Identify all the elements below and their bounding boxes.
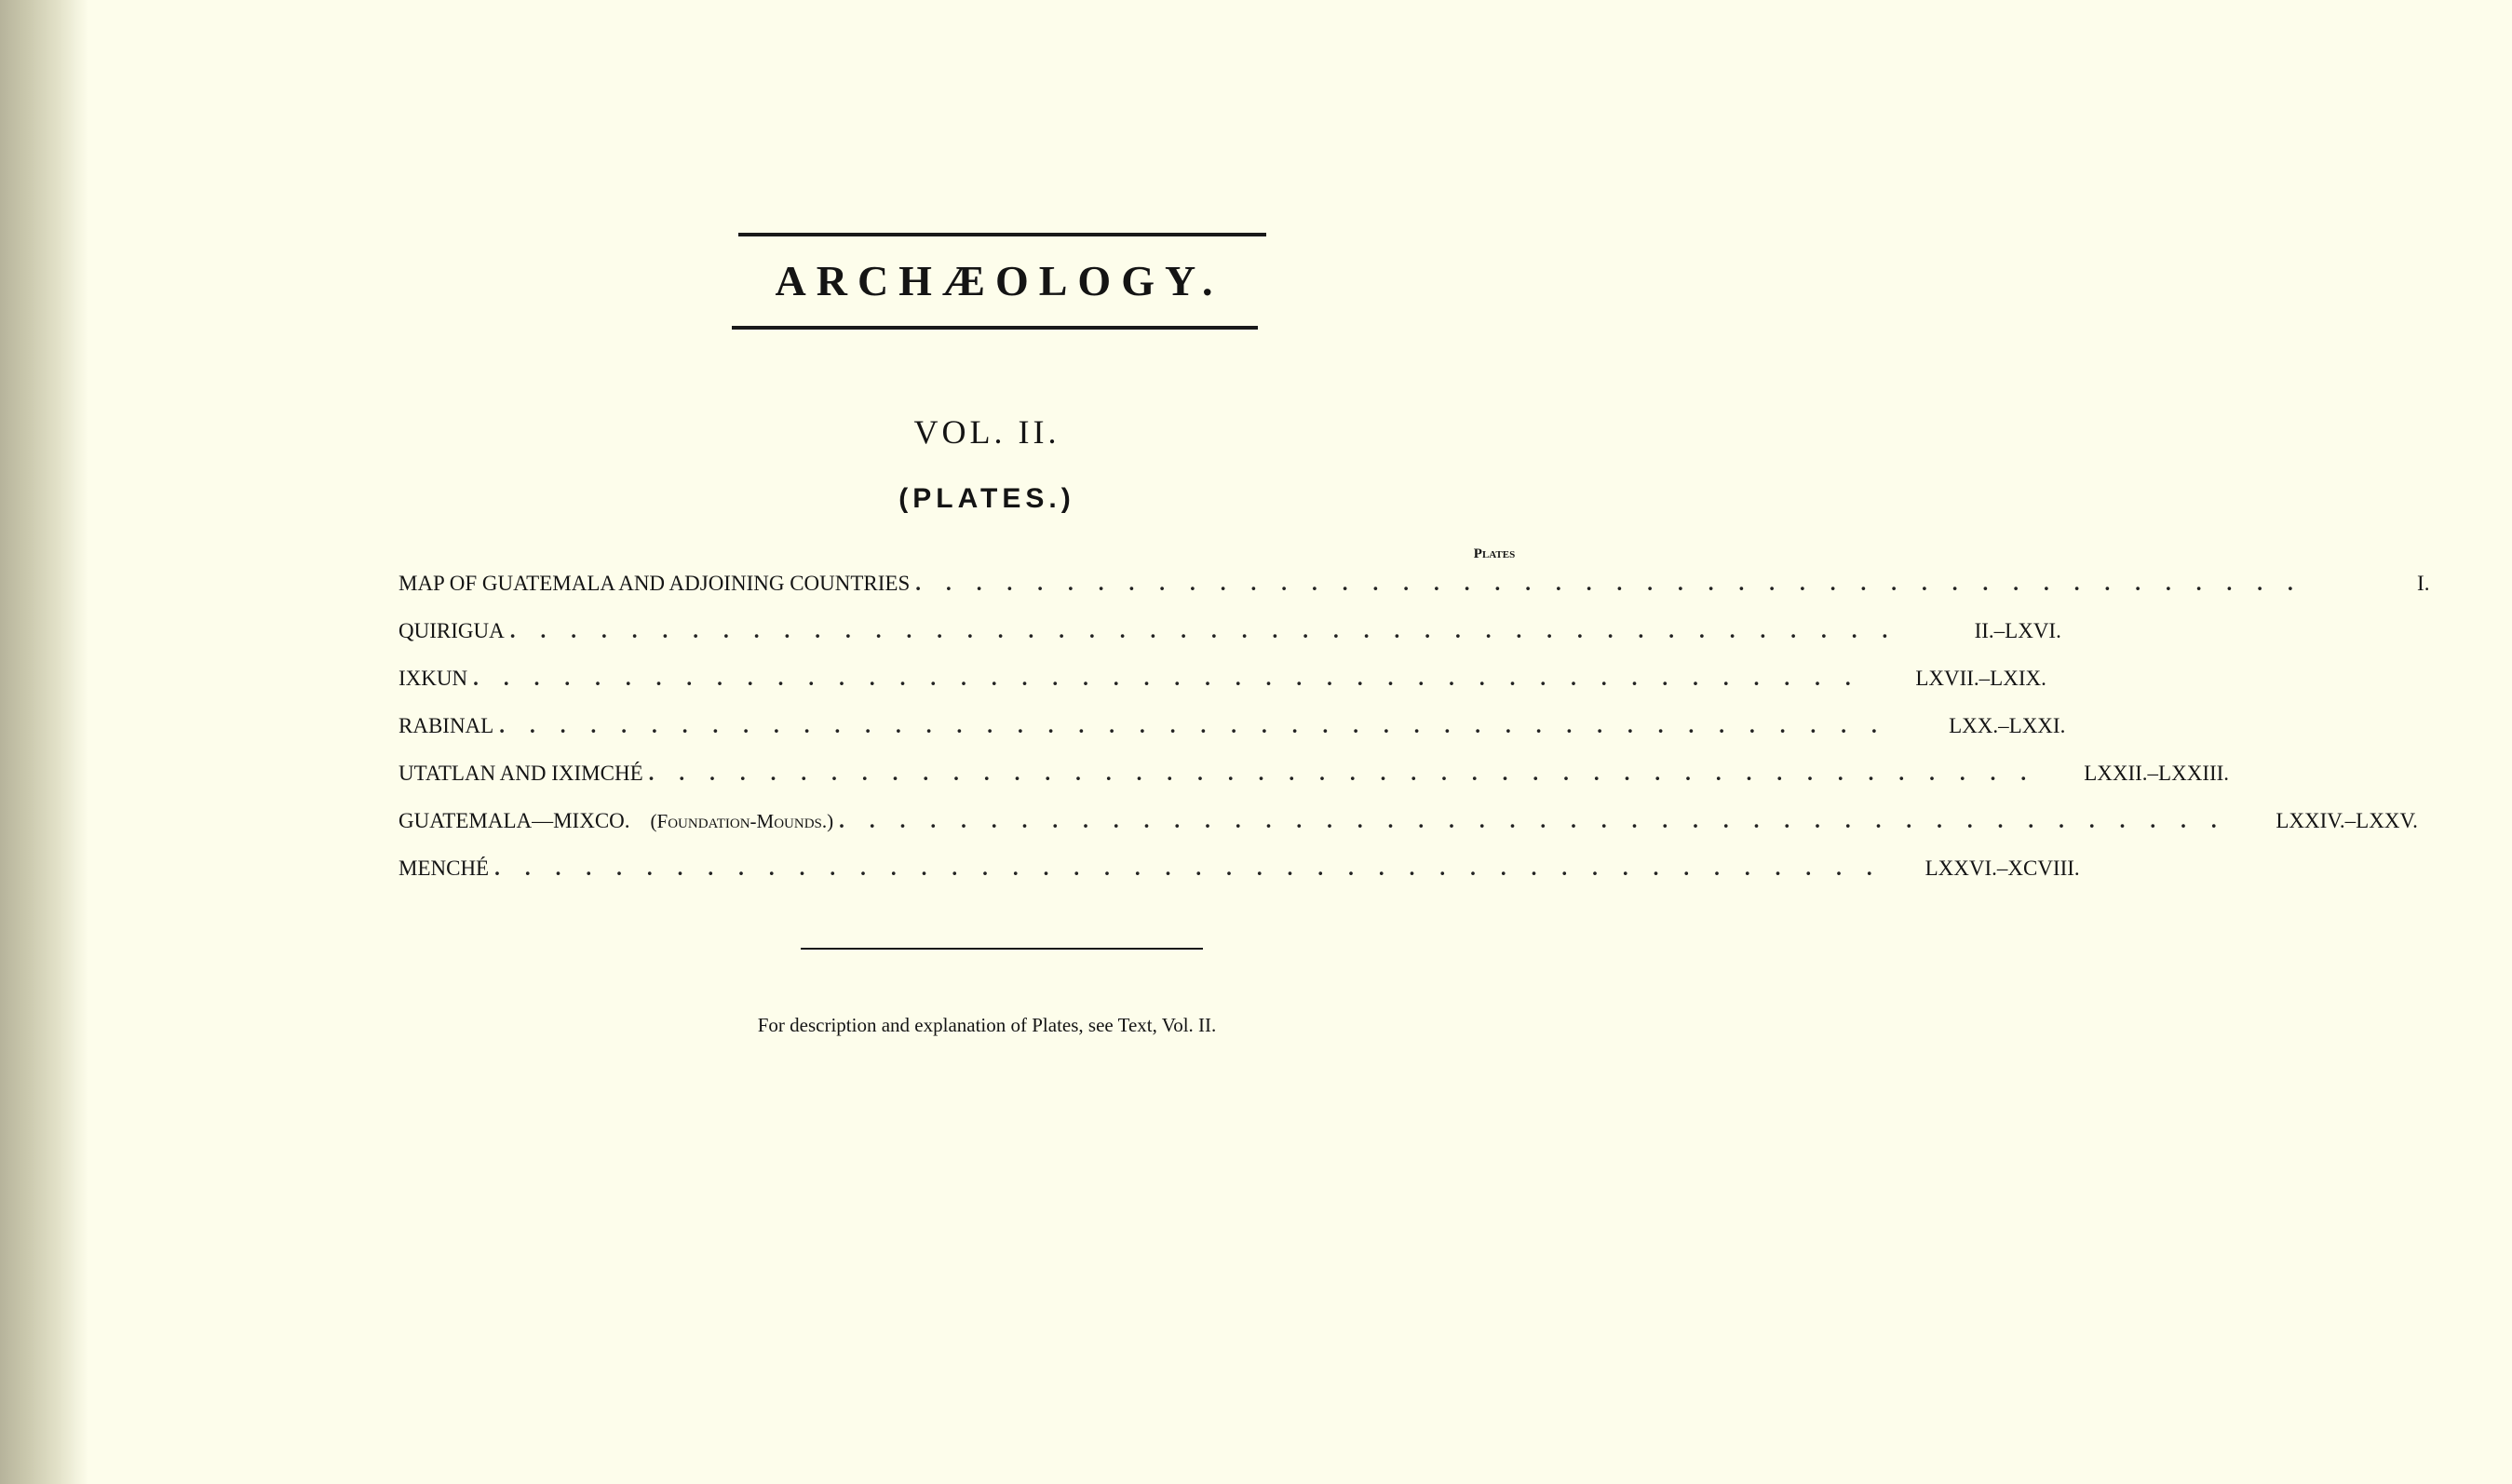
dot-leader: .............................................. — [915, 572, 2318, 595]
entry-plates: II.–LXVI. — [1974, 619, 2061, 642]
entry-label: IXKUN — [398, 667, 468, 690]
dot-leader: .............................................. — [499, 714, 1902, 737]
dot-leader: .............................................. — [839, 809, 2242, 832]
entry-plates: LXVII.–LXIX. — [1915, 667, 2046, 690]
entry-label — [398, 803, 839, 840]
toc-entry — [398, 708, 2066, 755]
table-of-contents — [398, 565, 2430, 897]
plates-column-header: Plates — [1473, 546, 1516, 561]
toc-entry — [398, 660, 2046, 708]
toc-entry — [398, 613, 2061, 660]
dot-leader: .............................................. — [473, 667, 1876, 690]
section-divider — [801, 948, 1203, 950]
dot-leader: .............................................. — [509, 619, 1913, 642]
entry-label: MAP OF GUATEMALA AND ADJOINING COUNTRIES — [398, 572, 911, 595]
spine-shadow — [0, 0, 88, 1484]
entry-label: UTATLAN AND IXIMCHÉ — [398, 762, 643, 785]
entry-plates: LXXVI.–XCVIII. — [1925, 857, 2080, 880]
title-top-rule — [738, 233, 1266, 236]
page-title: ARCHÆOLOGY. — [775, 257, 1223, 304]
entry-plates: I. — [2417, 572, 2430, 595]
entry-plates: LXXIV.–LXXV. — [2276, 809, 2418, 832]
plates-subtitle: (PLATES.) — [898, 483, 1075, 514]
volume-label: VOL. II. — [913, 413, 1060, 451]
entry-label-text: GUATEMALA—MIXCO. — [398, 809, 630, 832]
entry-plates: LXX.–LXXI. — [1949, 714, 2066, 737]
footnote: For description and explanation of Plates, see Text, Vol. II. — [757, 1014, 1217, 1036]
toc-entry — [398, 755, 2230, 803]
title-bottom-rule — [732, 326, 1258, 330]
entry-label: RABINAL — [398, 714, 494, 737]
entry-label: MENCHÉ — [398, 857, 490, 880]
entry-label: QUIRIGUA — [398, 619, 505, 642]
toc-entry — [398, 850, 2080, 897]
dot-leader: .............................................. — [648, 762, 2052, 785]
toc-entry — [398, 565, 2430, 613]
toc-entry — [398, 803, 2418, 850]
entry-plates: LXXII.–LXXIII. — [2084, 762, 2230, 785]
entry-note: (Foundation-Mounds.) — [650, 810, 834, 832]
dot-leader: .............................................. — [494, 857, 1898, 880]
